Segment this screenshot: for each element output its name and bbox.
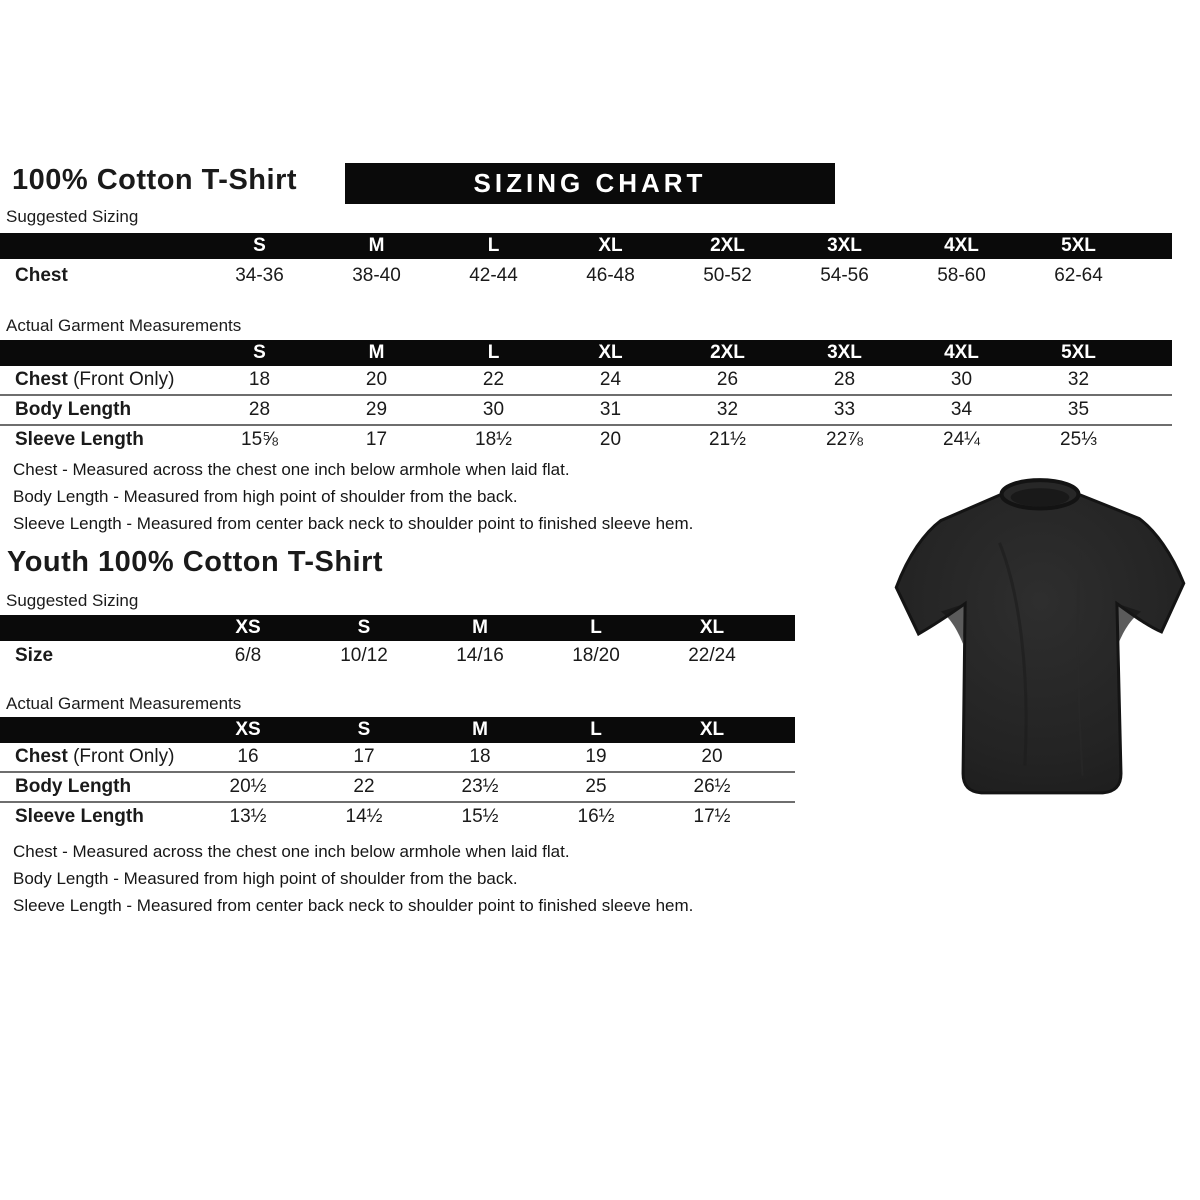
- measurement-value: 16½: [538, 802, 654, 831]
- measurement-value: 26: [716, 369, 739, 390]
- measurement-value: 17: [318, 425, 435, 454]
- measurement-value: 15⅝: [201, 425, 318, 454]
- measurement-value: 34-36: [235, 264, 284, 286]
- sizing-chart-banner: [345, 163, 835, 204]
- size-header: 5XL: [1020, 233, 1137, 259]
- note-line: Body Length - Measured from high point of shoulder from the back.: [13, 487, 518, 506]
- youth-section-title: Youth 100% Cotton T-Shirt: [7, 546, 384, 578]
- row-label-cell: [0, 366, 201, 395]
- empty-cell: [1137, 259, 1172, 292]
- empty-cell: [1137, 395, 1172, 425]
- youth-body-length-row: [0, 772, 795, 802]
- size-header: XL: [552, 340, 669, 366]
- youth-sleeve-length-row: [0, 802, 795, 831]
- adult-suggested-sizing-heading: Suggested Sizing: [6, 207, 139, 226]
- size-header: XL: [654, 717, 770, 743]
- empty-header-cell: [0, 233, 201, 259]
- measurement-value: 24: [599, 369, 622, 390]
- youth-suggested-sizing-heading: Suggested Sizing: [6, 591, 139, 610]
- adult-actual-measurements-table: [0, 340, 1172, 454]
- measurement-value: 20: [365, 369, 388, 390]
- size-header: 2XL: [669, 340, 786, 366]
- size-header: 2XL: [669, 233, 786, 259]
- measurement-value: 18/20: [572, 645, 620, 666]
- row-label: Body Length: [15, 399, 132, 420]
- row-label: Body Length: [15, 776, 132, 797]
- measurement-value: 58-60: [937, 264, 986, 286]
- measurement-value: 22: [306, 772, 422, 802]
- measurement-value: 33: [786, 395, 903, 425]
- row-label-cell: [0, 802, 190, 831]
- measurement-value: 34: [903, 395, 1020, 425]
- measurement-value: 21½: [669, 425, 786, 454]
- empty-cell: [1137, 366, 1172, 395]
- measurement-value: 13½: [190, 802, 306, 831]
- row-label-cell: [0, 425, 201, 454]
- row-label: Chest: [15, 264, 68, 286]
- empty-header-cell: [770, 615, 795, 641]
- measurement-value: 32: [669, 395, 786, 425]
- adult-suggested-header-row: [0, 233, 1172, 259]
- size-header: XS: [190, 717, 306, 743]
- measurement-value: 20: [552, 425, 669, 454]
- size-header: 4XL: [903, 233, 1020, 259]
- empty-header-cell: [0, 340, 201, 366]
- size-header: M: [318, 340, 435, 366]
- size-header: L: [538, 717, 654, 743]
- size-header: S: [306, 717, 422, 743]
- row-label-suffix: (Front Only): [67, 369, 175, 390]
- size-header: 3XL: [786, 233, 903, 259]
- size-header: M: [422, 615, 538, 641]
- measurement-value: 25: [538, 772, 654, 802]
- row-label: Sleeve Length: [15, 429, 144, 450]
- size-header: L: [435, 233, 552, 259]
- measurement-value: 20½: [190, 772, 306, 802]
- measurement-value: 16: [237, 746, 259, 767]
- adult-measurement-notes: [13, 461, 793, 542]
- row-label: Sleeve Length: [15, 806, 144, 827]
- note-line: Chest - Measured across the chest one inch below armhole when laid flat.: [13, 460, 570, 479]
- row-label-cell: [0, 395, 201, 425]
- empty-header-cell: [1137, 233, 1172, 259]
- measurement-value: 28: [201, 395, 318, 425]
- measurement-value: 18: [469, 746, 491, 767]
- youth-chest-row: [0, 743, 795, 772]
- size-header: L: [435, 340, 552, 366]
- measurement-value: 20: [701, 746, 723, 767]
- row-label-cell: [0, 259, 201, 292]
- row-label: Chest: [15, 369, 68, 390]
- row-label-cell: [0, 772, 190, 802]
- measurement-value: 26½: [654, 772, 770, 802]
- adult-section-title: 100% Cotton T-Shirt: [12, 164, 298, 196]
- youth-actual-measurements-heading: Actual Garment Measurements: [6, 694, 242, 713]
- tshirt-body-shape: [896, 484, 1183, 793]
- measurement-value: 18: [248, 369, 271, 390]
- empty-cell: [1137, 425, 1172, 454]
- row-label-cell: [0, 743, 190, 772]
- adult-suggested-sizing-table: [0, 233, 1172, 292]
- size-header: XL: [654, 615, 770, 641]
- size-header: 5XL: [1020, 340, 1137, 366]
- size-header: L: [538, 615, 654, 641]
- measurement-value: 23½: [422, 772, 538, 802]
- row-label-cell: [0, 641, 190, 671]
- youth-measurement-notes: [13, 843, 793, 924]
- size-header: 3XL: [786, 340, 903, 366]
- empty-header-cell: [0, 717, 190, 743]
- measurement-value: 30: [435, 395, 552, 425]
- adult-body-length-row: [0, 395, 1172, 425]
- youth-size-row: [0, 641, 795, 671]
- note-line: Sleeve Length - Measured from center back neck to shoulder point to finished sleeve hem.: [13, 896, 694, 915]
- measurement-value: 6/8: [234, 645, 262, 666]
- measurement-value: 50-52: [703, 264, 752, 286]
- row-label: Size: [15, 645, 54, 666]
- measurement-value: 38-40: [352, 264, 401, 286]
- measurement-value: 17½: [654, 802, 770, 831]
- measurement-value: 35: [1020, 395, 1137, 425]
- empty-cell: [770, 743, 795, 772]
- size-header: XL: [552, 233, 669, 259]
- measurement-value: 28: [833, 369, 856, 390]
- measurement-value: 17: [353, 746, 375, 767]
- measurement-value: 30: [950, 369, 973, 390]
- youth-suggested-header-row: [0, 615, 795, 641]
- size-header: S: [201, 340, 318, 366]
- measurement-value: 22: [482, 369, 505, 390]
- size-header: XS: [190, 615, 306, 641]
- measurement-value: 31: [552, 395, 669, 425]
- empty-cell: [770, 641, 795, 671]
- note-line: Chest - Measured across the chest one inch below armhole when laid flat.: [13, 842, 570, 861]
- empty-header-cell: [1137, 340, 1172, 366]
- size-header: S: [201, 233, 318, 259]
- measurement-value: 62-64: [1054, 264, 1103, 286]
- youth-actual-measurements-table: [0, 717, 795, 831]
- measurement-value: 15½: [422, 802, 538, 831]
- sizing-chart-banner-text: SIZING CHART: [473, 168, 707, 198]
- adult-sleeve-length-row: [0, 425, 1172, 454]
- measurement-value: 22⅞: [786, 425, 903, 454]
- youth-suggested-sizing-table: [0, 615, 795, 671]
- youth-actual-header-row: [0, 717, 795, 743]
- measurement-value: 14½: [306, 802, 422, 831]
- size-header: M: [318, 233, 435, 259]
- measurement-value: 29: [318, 395, 435, 425]
- measurement-value: 14/16: [456, 645, 504, 666]
- adult-actual-header-row: [0, 340, 1172, 366]
- measurement-value: 25⅓: [1020, 425, 1137, 454]
- measurement-value: 19: [585, 746, 607, 767]
- empty-header-cell: [770, 717, 795, 743]
- empty-header-cell: [0, 615, 190, 641]
- note-line: Sleeve Length - Measured from center back neck to shoulder point to finished sleeve hem.: [13, 514, 694, 533]
- tshirt-collar-opening: [1011, 488, 1070, 506]
- measurement-value: 46-48: [586, 264, 635, 286]
- measurement-value: 10/12: [340, 645, 388, 666]
- empty-cell: [770, 802, 795, 831]
- measurement-value: 24¼: [903, 425, 1020, 454]
- empty-cell: [770, 772, 795, 802]
- row-label-suffix: (Front Only): [67, 746, 175, 767]
- measurement-value: 42-44: [469, 264, 518, 286]
- row-label: Chest: [15, 746, 68, 767]
- black-tshirt-photo: [882, 472, 1198, 806]
- measurement-value: 54-56: [820, 264, 869, 286]
- measurement-value: 18½: [435, 425, 552, 454]
- size-header: S: [306, 615, 422, 641]
- size-header: M: [422, 717, 538, 743]
- adult-chest-row: [0, 366, 1172, 395]
- note-line: Body Length - Measured from high point of shoulder from the back.: [13, 869, 518, 888]
- measurement-value: 32: [1067, 369, 1090, 390]
- size-header: 4XL: [903, 340, 1020, 366]
- adult-chest-suggested-row: [0, 259, 1172, 292]
- adult-actual-measurements-heading: Actual Garment Measurements: [6, 316, 242, 335]
- measurement-value: 22/24: [688, 645, 736, 666]
